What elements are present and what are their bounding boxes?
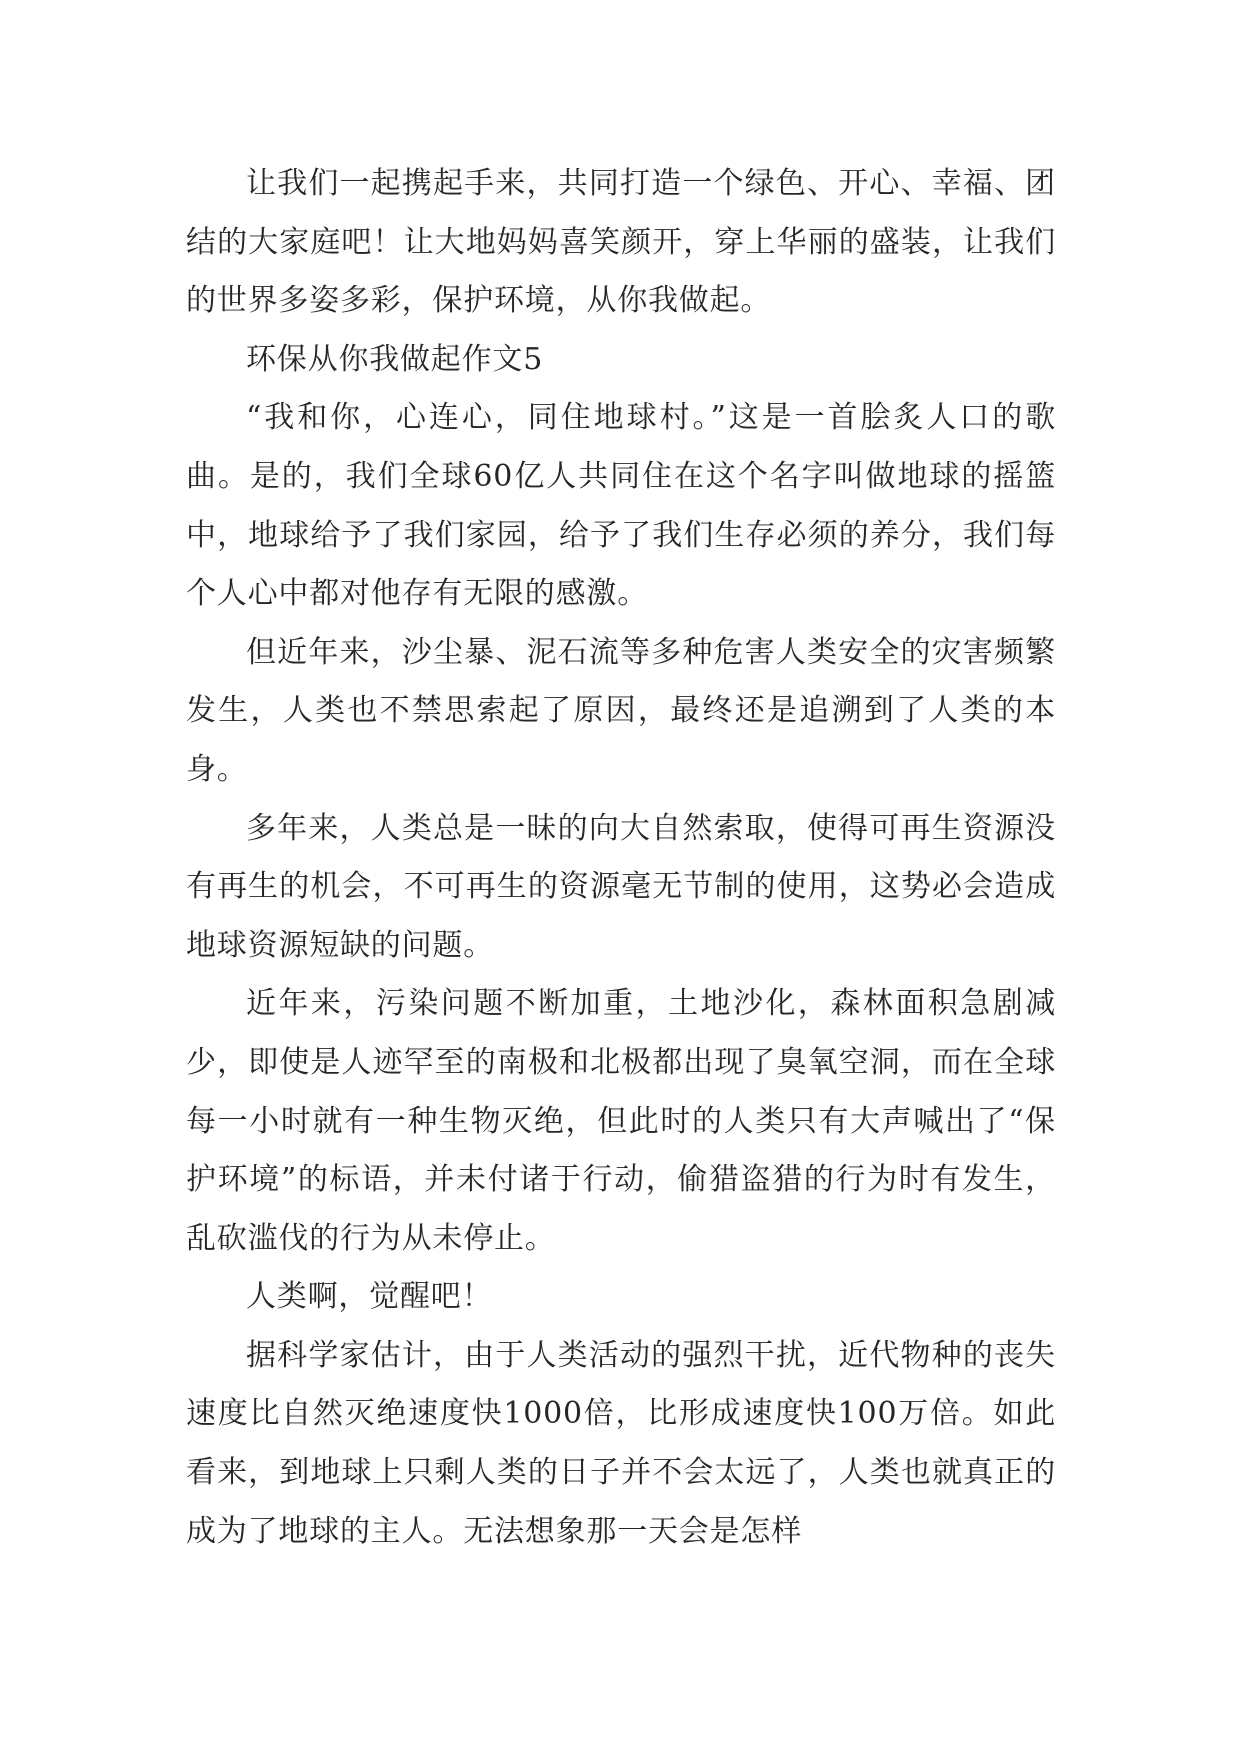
paragraph-disasters: 但近年来，沙尘暴、泥石流等多种危害人类安全的灾害频繁发生，人类也不禁思索起了原因，最终还是追溯到了人类的本身。 [186, 634, 1056, 787]
essay-heading: 环保从你我做起作文5 [246, 341, 544, 377]
paragraph-pollution: 近年来，污染问题不断加重，土地沙化，森林面积急剧减少，即使是人迹罕至的南极和北极都出现了臭氧空洞，而在全球每一小时就有一种生物灭绝，但此时的人类只有大声喊出了“保护环境”的标语，并未付诸于行动，偷猎盗猎的行为时有发生，乱砍滥伐的行为从未停止。 [186, 986, 1056, 1256]
document-body [186, 155, 1056, 1561]
paragraph-closing: 让我们一起携起手来，共同打造一个绿色、开心、幸福、团结的大家庭吧！让大地妈妈喜笑颜开，穿上华丽的盛装，让我们的世界多姿多彩，保护环境，从你我做起。 [186, 166, 1056, 319]
paragraph-exclamation: 人类啊，觉醒吧！ [246, 1279, 493, 1315]
paragraph-resources: 多年来，人类总是一昧的向大自然索取，使得可再生资源没有再生的机会，不可再生的资源毫无节制的使用，这势必会造成地球资源短缺的问题。 [186, 810, 1056, 963]
paragraph-intro: “我和你，心连心，同住地球村。”这是一首脍炙人口的歌曲。是的，我们全球60亿人共同住在这个名字叫做地球的摇篮中，地球给予了我们家园，给予了我们生存必须的养分，我们每个人心中都对他存有无限的感激。 [186, 400, 1056, 612]
paragraph-extinction: 据科学家估计，由于人类活动的强烈干扰，近代物种的丧失速度比自然灭绝速度快1000倍，比形成速度快100万倍。如此看来，到地球上只剩人类的日子并不会太远了，人类也就真正的成为了地球的主人。无法想象那一天会是怎样 [186, 1337, 1056, 1549]
